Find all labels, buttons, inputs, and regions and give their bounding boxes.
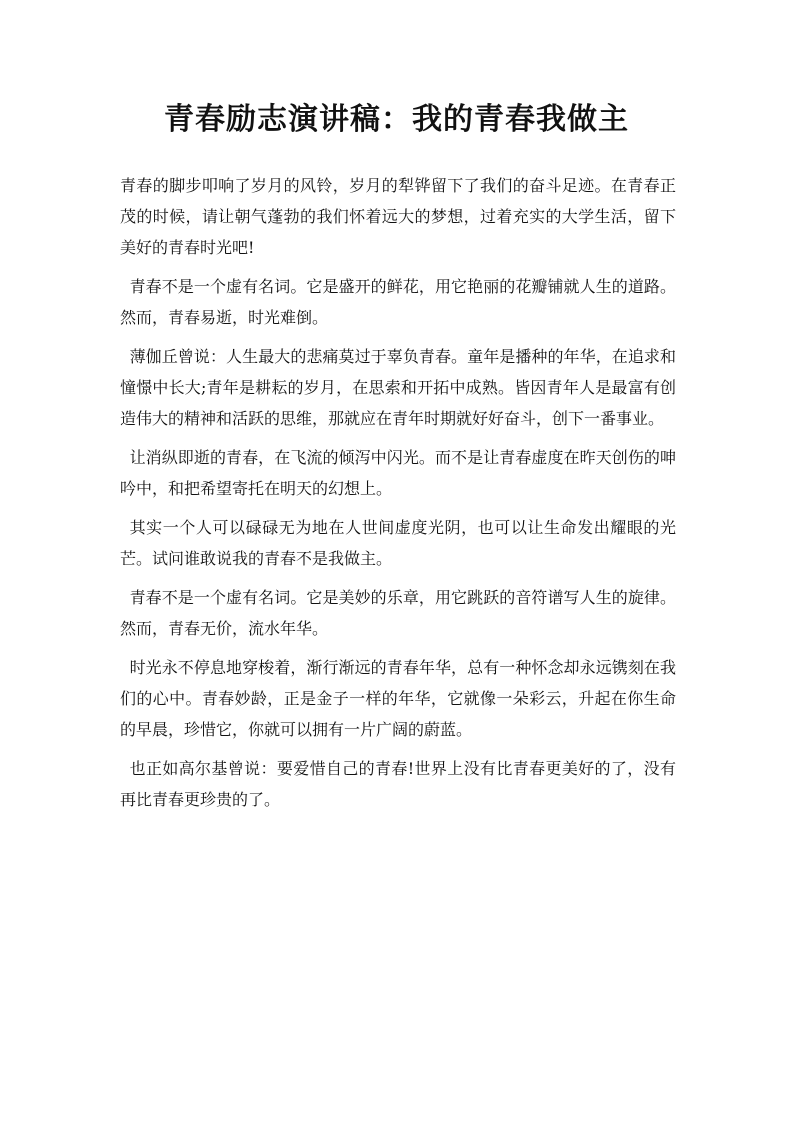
paragraph: 也正如高尔基曾说：要爱惜自己的青春!世界上没有比青春更美好的了，没有再比青春更珍贵的了。 [120,759,676,809]
paragraph: 青春不是一个虚有名词。它是盛开的鲜花，用它艳丽的花瓣铺就人生的道路。然而，青春易逝，时光难倒。 [120,277,676,327]
paragraph: 青春的脚步叩响了岁月的风铃，岁月的犁铧留下了我们的奋斗足迹。在青春正茂的时候，请让朝气蓬勃的我们怀着远大的梦想，过着充实的大学生活，留下美好的青春时光吧! [120,176,676,257]
document-title: 青春励志演讲稿：我的青春我做主 [164,102,629,137]
paragraph: 让消纵即逝的青春，在飞流的倾泻中闪光。而不是让青春虚度在昨天创伤的呻吟中，和把希望寄托在明天的幻想上。 [120,448,676,498]
paragraph: 薄伽丘曾说：人生最大的悲痛莫过于辜负青春。童年是播种的年华，在追求和憧憬中长大;青年是耕耘的岁月，在思索和开拓中成熟。皆因青年人是最富有创造伟大的精神和活跃的思维，那就应在青年时期就好好奋斗，创下一番事业。 [120,347,676,428]
paragraph: 时光永不停息地穿梭着，渐行渐远的青春年华，总有一种怀念却永远镌刻在我们的心中。青春妙龄，正是金子一样的年华，它就像一朵彩云，升起在你生命的早晨，珍惜它，你就可以拥有一片广阔的蔚蓝。 [120,658,676,739]
paragraph: 其实一个人可以碌碌无为地在人世间虚度光阴，也可以让生命发出耀眼的光芒。试问谁敢说我的青春不是我做主。 [120,518,676,568]
document-body [120,170,676,823]
paragraph: 青春不是一个虚有名词。它是美妙的乐章，用它跳跃的音符谱写人生的旋律。然而，青春无价，流水年华。 [120,588,676,638]
